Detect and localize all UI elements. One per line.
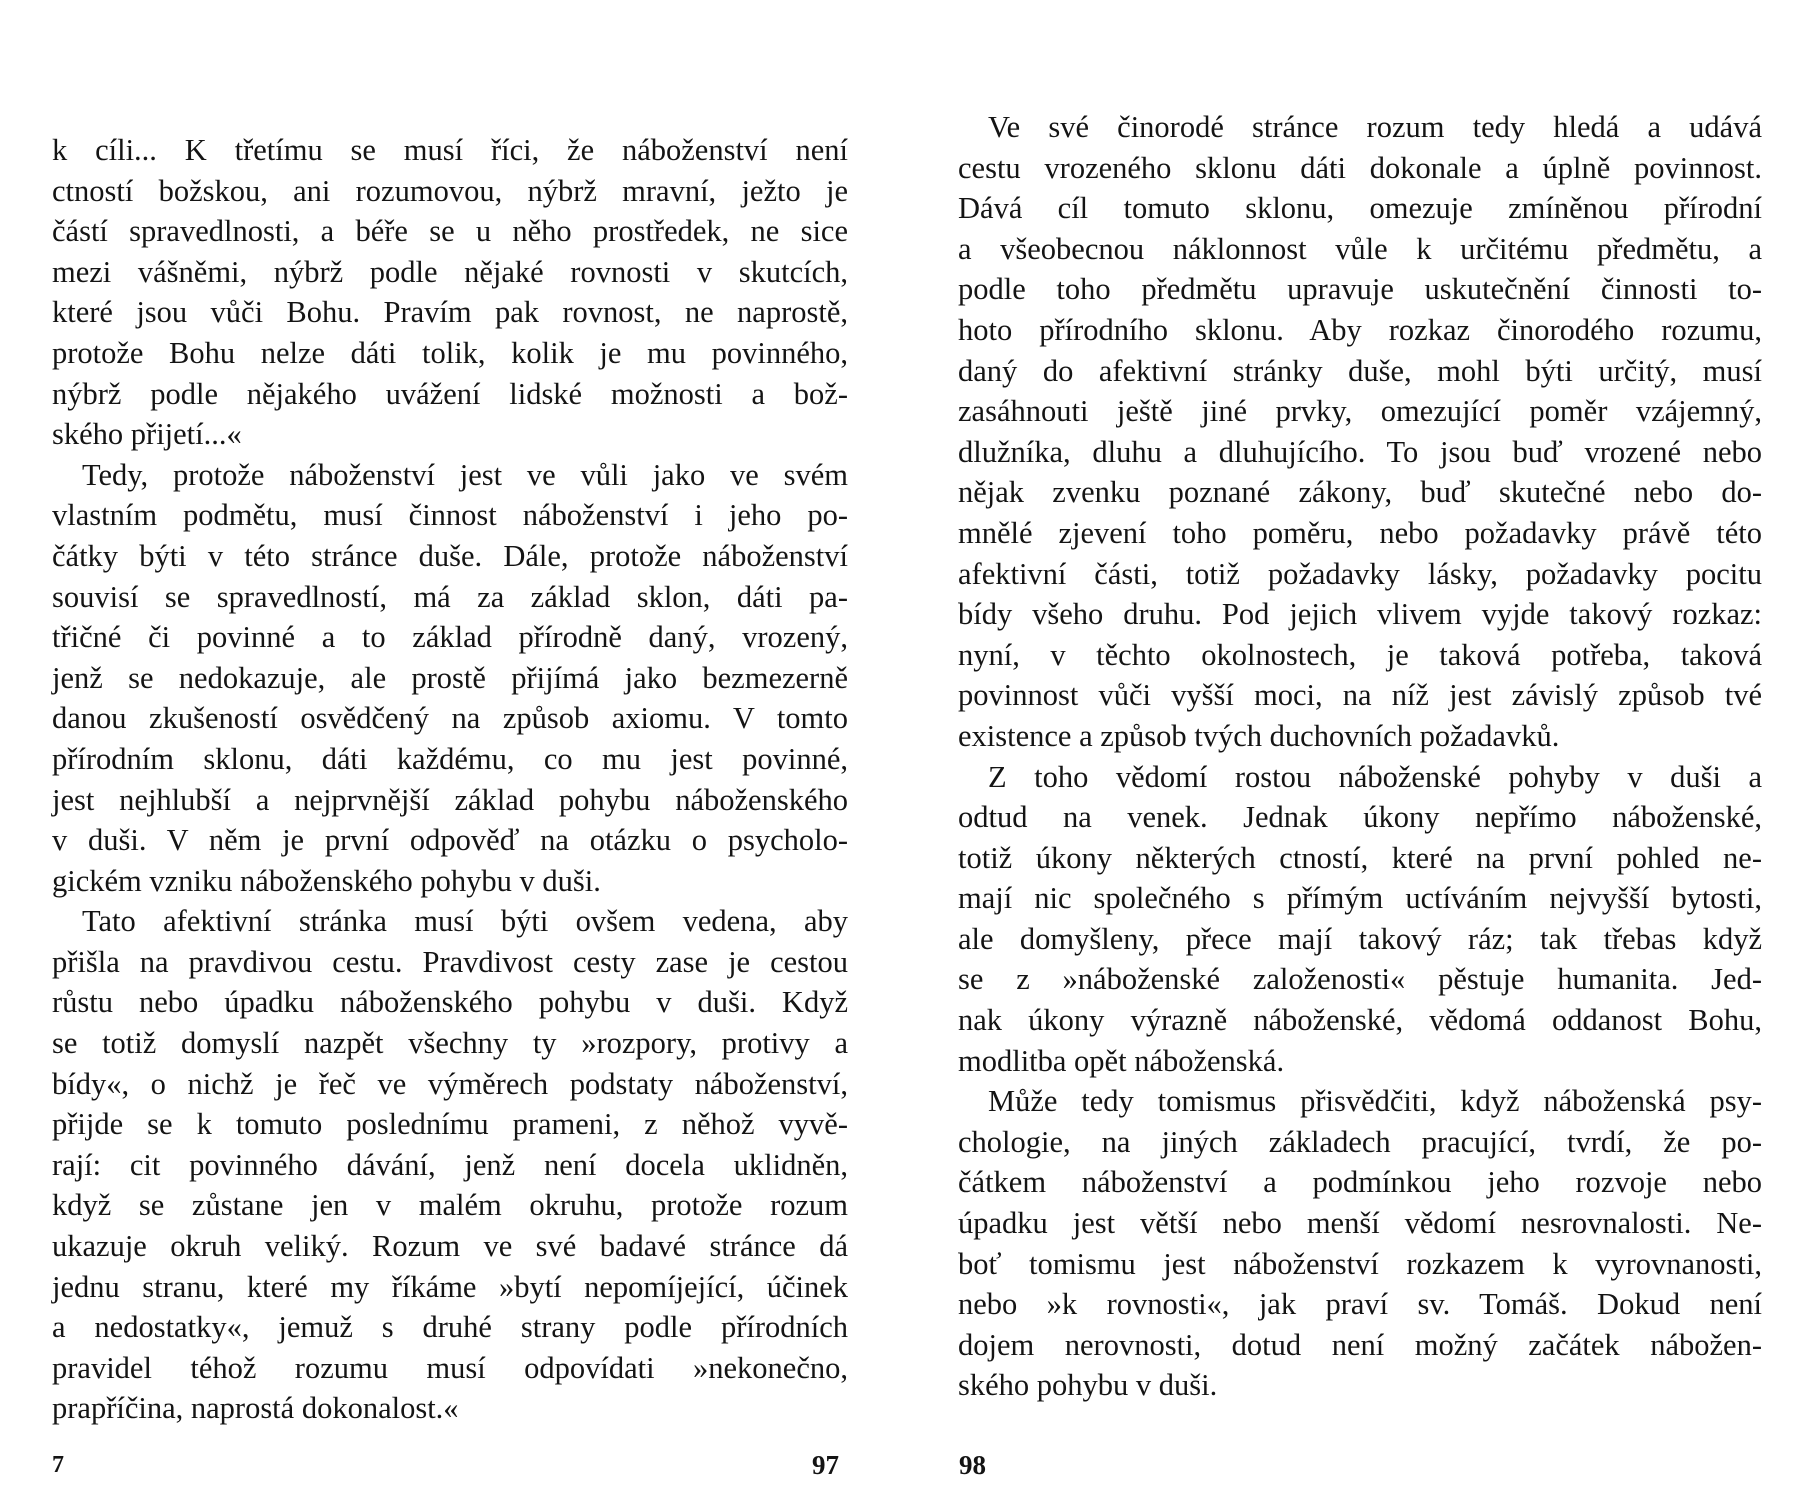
text-line: mnělé zjevení toho poměru, nebo požadavky právě této [958,515,1762,550]
text-line: které jsou vůči Bohu. Pravím pak rovnost, ne naprostě, [52,295,848,330]
text-line: k cíli... K třetímu se musí říci, že náboženství není [52,133,848,167]
text-line: Dává cíl tomuto sklonu, omezuje zmíněnou přírodní [958,191,1762,226]
page-number-right: 98 [959,1450,986,1480]
text-line: ale domyšleny, přece mají takový ráz; tak třebas když [958,921,1762,956]
text-line: ukazuje okruh veliký. Rozum ve své badavé stránce dá [52,1229,848,1264]
text-line: nějak zvenku poznané zákony, buď skutečné nebo do- [958,475,1762,510]
text-line: odtud na venek. Jednak úkony nepřímo náboženské, [958,800,1762,835]
text-line: čátky býti v této stránce duše. Dále, protože náboženství [52,538,848,573]
text-line: nýbrž podle nějakého uvážení lidské možnosti a bož- [52,376,848,411]
text-line: Tedy, protože náboženství jest ve vůli jako ve svém [82,457,848,492]
text-line: hoto přírodního sklonu. Aby rozkaz činorodého rozumu, [958,312,1762,347]
text-line: jednu stranu, které my říkáme »bytí nepomíjející, účinek [52,1269,848,1304]
text-line: gickém vzniku náboženského pohybu v duši. [52,863,601,898]
text-line: Z toho vědomí rostou náboženské pohyby v duši a [988,759,1762,794]
page-number-left: 97 [812,1450,839,1480]
text-line: když se zůstane jen v malém okruhu, protože rozum [52,1188,848,1223]
text-line: cestu vrozeného sklonu dáti dokonale a úplně povinnost. [958,150,1762,185]
text-line: chologie, na jiných základech pracující, tvrdí, že po- [958,1124,1762,1159]
text-line: úpadku jest větší nebo menší vědomí nesrovnalosti. Ne- [958,1206,1762,1241]
printer-signature-mark: 7 [52,1452,64,1478]
text-line: ctností božskou, ani rozumovou, nýbrž mravní, ježto je [52,173,848,208]
text-line: a nedostatky«, jemuž s druhé strany podle přírodních [52,1310,848,1345]
text-line: pravidel téhož rozumu musí odpovídati »nekonečno, [52,1350,848,1385]
text-line: mají nic společného s přímým uctíváním nejvyšší bytosti, [958,881,1762,916]
text-line: třičné či povinné a to základ přírodně daný, vrozený, [52,620,848,655]
text-line: Může tedy tomismus přisvědčiti, když náboženská psy- [988,1084,1762,1119]
text-line: totiž úkony některých ctností, které na první pohled ne- [958,840,1762,875]
text-line: protože Bohu nelze dáti tolik, kolik je mu povinného, [52,335,848,370]
text-line: zasáhnouti ještě jiné prvky, omezující poměr vzájemný, [958,394,1762,429]
text-line: prapříčina, naprostá dokonalost.« [52,1391,459,1426]
text-line: afektivní části, totiž požadavky lásky, požadavky pocitu [958,556,1762,591]
text-line: přišla na pravdivou cestu. Pravdivost cesty zase je cestou [52,944,848,979]
text-line: jest nejhlubší a nejprvnější základ pohybu náboženského [52,782,848,817]
text-line: jenž se nedokazuje, ale prostě přijímá jako bezmezerně [52,660,848,695]
text-line: ského pohybu v duši. [958,1368,1218,1403]
text-line: čátkem náboženství a podmínkou jeho rozvoje nebo [958,1165,1762,1200]
text-line: částí spravedlnosti, a béře se u něho prostředek, ne sice [52,214,848,249]
text-line: přírodním sklonu, dáti každému, co mu jest povinné, [52,741,848,776]
text-line: Ve své činorodé stránce rozum tedy hledá a udává [988,110,1762,144]
text-line: mezi vášněmi, nýbrž podle nějaké rovnosti v skutcích, [52,254,848,289]
text-line: danou zkušeností osvědčený na způsob axiomu. V tomto [52,701,848,736]
text-line: existence a způsob tvých duchovních požadavků. [958,718,1560,753]
text-line: bídy všeho druhu. Pod jejich vlivem vyjde takový rozkaz: [958,597,1762,632]
text-line: se z »náboženské založenosti« pěstuje humanita. Jed- [958,962,1762,997]
text-line: nyní, v těchto okolnostech, je taková potřeba, taková [958,637,1762,672]
text-line: nebo »k rovnosti«, jak praví sv. Tomáš. Dokud není [958,1287,1762,1322]
text-line: bídy«, o nichž je řeč ve výměrech podstaty náboženství, [52,1066,848,1101]
text-line: dojem nerovnosti, dotud není možný začátek nábožen- [958,1327,1762,1362]
text-line: Tato afektivní stránka musí býti ovšem vedena, aby [82,904,848,939]
text-line: rají: cit povinného dávání, jenž není docela uklidněn, [52,1147,848,1182]
text-line: a všeobecnou náklonnost vůle k určitému předmětu, a [958,231,1762,266]
text-line: přijde se k tomuto poslednímu prameni, z něhož vyvě- [52,1107,848,1142]
text-line: daný do afektivní stránky duše, mohl býti určitý, musí [958,353,1762,388]
left-page-text [52,130,848,1429]
text-line: vlastním podmětu, musí činnost náboženství i jeho po- [52,498,848,533]
text-line: souvisí se spravedlností, má za základ sklon, dáti pa- [52,579,848,614]
right-page-text [958,107,1762,1406]
text-line: ského přijetí...« [52,417,242,452]
text-line: růstu nebo úpadku náboženského pohybu v duši. Když [52,985,848,1020]
text-line: povinnost vůči vyšší moci, na níž jest závislý způsob tvé [958,678,1762,713]
text-line: dlužníka, dluhu a dluhujícího. To jsou buď vrozené nebo [958,434,1762,469]
text-line: modlitba opět náboženská. [958,1043,1285,1078]
text-line: se totiž domyslí nazpět všechny ty »rozpory, protivy a [52,1026,848,1061]
text-line: boť tomismu jest náboženství rozkazem k vyrovnanosti, [958,1246,1762,1281]
text-line: nak úkony výrazně náboženské, vědomá oddanost Bohu, [958,1003,1762,1038]
text-line: podle toho předmětu upravuje uskutečnění činnosti to- [958,272,1762,307]
text-line: v duši. V něm je první odpověď na otázku o psycholo- [52,823,848,858]
